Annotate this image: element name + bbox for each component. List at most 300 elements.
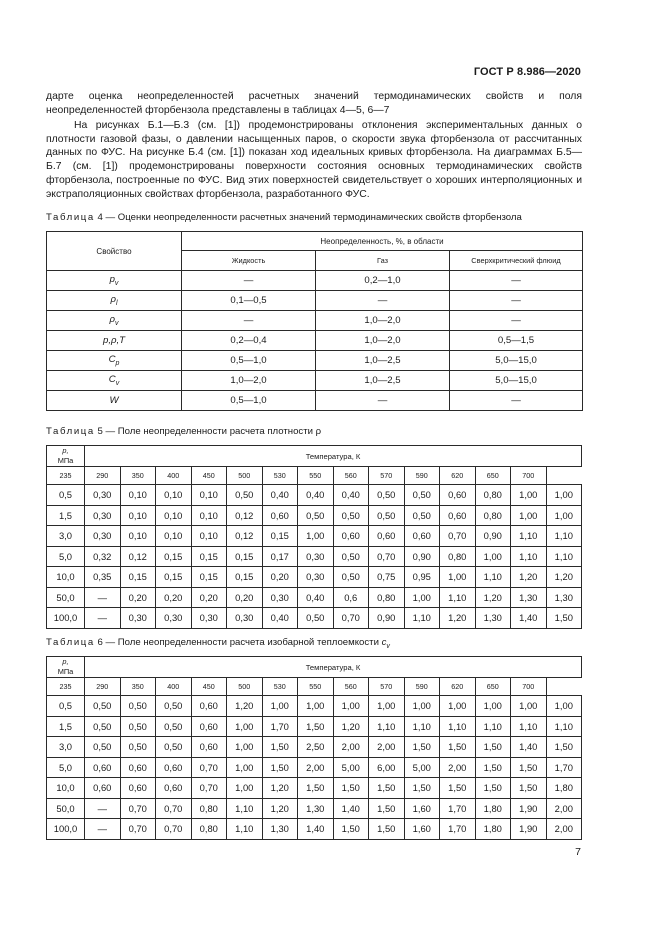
property-symbol: p	[109, 274, 115, 286]
table6-value-cell: 1,80	[475, 798, 511, 819]
table5-value-cell: 1,00	[298, 526, 334, 547]
table5-value-cell: 0,12	[227, 526, 263, 547]
table5-value-cell: 0,30	[85, 485, 121, 506]
table6-value-cell: 1,20	[333, 716, 369, 737]
table6-row	[47, 778, 582, 799]
table6-value-cell: 1,10	[227, 819, 263, 840]
table5-temperature-cell: 550	[298, 467, 334, 485]
table6-value-cell: 2,00	[369, 737, 405, 758]
table6-temperature-row	[47, 678, 582, 696]
table5-row	[47, 587, 582, 608]
table5-temperature-cell: 650	[475, 467, 511, 485]
table5-value-cell: 0,50	[333, 546, 369, 567]
table5-value-cell: 1,10	[440, 587, 476, 608]
table6-value-cell: 1,50	[369, 819, 405, 840]
table4-row	[47, 351, 583, 371]
table6-value-cell: 1,20	[262, 778, 298, 799]
table6-value-cell: 1,00	[227, 737, 263, 758]
table5-value-cell: 0,50	[298, 505, 334, 526]
table5-temperature-cell: 560	[333, 467, 369, 485]
table5-pressure-cell: 3,0	[47, 526, 85, 547]
table5-value-cell: 0,30	[227, 608, 263, 629]
table6-pressure-cell: 5,0	[47, 757, 85, 778]
property-symbol: p,ρ,T	[102, 335, 126, 346]
table6	[46, 656, 582, 840]
property-subscript: p	[115, 359, 120, 367]
table6-value-cell: 1,50	[440, 737, 476, 758]
table5-value-cell: 1,20	[546, 567, 582, 588]
table6-value-cell: 0,50	[85, 696, 121, 717]
table6-value-cell: 0,60	[156, 778, 192, 799]
page-number: 7	[575, 846, 581, 858]
table5-value-cell: 0,20	[120, 587, 156, 608]
table6-value-cell: 2,00	[333, 737, 369, 758]
table6-value-cell: —	[85, 798, 121, 819]
table5-pressure-cell: 10,0	[47, 567, 85, 588]
table6-row	[47, 757, 582, 778]
table4-cell-liquid: 0,5—1,0	[182, 351, 316, 371]
table4-header-liquid: Жидкость	[182, 251, 316, 271]
table5-value-cell: 0,50	[369, 485, 405, 506]
table5-value-cell: 0,40	[262, 485, 298, 506]
table6-value-cell: 0,50	[156, 716, 192, 737]
table5-pressure-unit: МПа	[57, 456, 74, 465]
table5-value-cell: 0,60	[440, 505, 476, 526]
table6-row	[47, 716, 582, 737]
table5-value-cell: 0,10	[191, 526, 227, 547]
table4-cell-super: —	[450, 271, 583, 291]
table6-value-cell: 5,00	[404, 757, 440, 778]
table6-value-cell: 1,80	[546, 778, 582, 799]
table4-row	[47, 391, 583, 411]
table5-value-cell: 0,50	[369, 505, 405, 526]
table6-value-cell: 1,50	[475, 757, 511, 778]
table6-value-cell: 0,60	[191, 696, 227, 717]
table4-row	[47, 371, 583, 391]
table6-value-cell: 1,50	[369, 798, 405, 819]
table5-value-cell: 0,10	[120, 505, 156, 526]
table6-value-cell: 0,70	[120, 819, 156, 840]
table6-temperature-cell: 235	[47, 678, 85, 696]
table6-value-cell: 0,70	[156, 819, 192, 840]
table5-header-temperature: Температура, К	[85, 446, 582, 467]
table5-value-cell: 0,60	[369, 526, 405, 547]
table6-value-cell: 1,30	[298, 798, 334, 819]
property-symbol: C	[108, 374, 116, 386]
table4-property-cell	[47, 331, 182, 351]
table5-value-cell: 0,20	[156, 587, 192, 608]
table5-value-cell: 0,30	[298, 546, 334, 567]
table4-header-property: Свойство	[47, 232, 182, 271]
table6-pressure-cell: 50,0	[47, 798, 85, 819]
table5-value-cell: 0,50	[404, 485, 440, 506]
table6-temperature-cell: 550	[298, 678, 334, 696]
table4-cell-liquid: 0,1—0,5	[182, 291, 316, 311]
table6-value-cell: 2,50	[298, 737, 334, 758]
table6-value-cell: —	[85, 819, 121, 840]
table5-value-cell: 0,10	[191, 505, 227, 526]
table6-caption-text: 6 — Поле неопределенности расчета изобарной теплоемкости	[97, 637, 379, 648]
table6-temperature-cell: 570	[369, 678, 405, 696]
table6-value-cell: 1,50	[511, 778, 547, 799]
table4-header-gas: Газ	[316, 251, 450, 271]
table5-value-cell: 0,50	[333, 567, 369, 588]
table5-value-cell: 0,15	[191, 546, 227, 567]
table6-value-cell: 1,10	[227, 798, 263, 819]
table6-caption-symbol: c	[381, 637, 387, 648]
table5-value-cell: 0,20	[227, 587, 263, 608]
table5-value-cell: 1,40	[511, 608, 547, 629]
table6-value-cell: 2,00	[440, 757, 476, 778]
table6-temperature-cell: 530	[262, 678, 298, 696]
table6-value-cell: 1,00	[227, 757, 263, 778]
table4-cell-super: —	[450, 391, 583, 411]
table6-pressure-symbol: p,	[62, 657, 69, 666]
table6-temperature-cell: 290	[85, 678, 121, 696]
table6-value-cell: 1,00	[404, 696, 440, 717]
table6-value-cell: 1,50	[404, 778, 440, 799]
table5-value-cell: 0,70	[333, 608, 369, 629]
table6-caption-subscript: v	[386, 642, 390, 650]
table6-value-cell: 1,00	[227, 716, 263, 737]
table5-value-cell: 0,30	[85, 505, 121, 526]
table5-value-cell: 0,30	[191, 608, 227, 629]
table5-value-cell: 0,15	[227, 567, 263, 588]
table4-property-cell	[47, 391, 182, 411]
table5-value-cell: 0,20	[262, 567, 298, 588]
table5-value-cell: 1,20	[475, 587, 511, 608]
table5-value-cell: 0,50	[227, 485, 263, 506]
table6-value-cell: 0,60	[191, 737, 227, 758]
table4-property-cell	[47, 291, 182, 311]
table6-value-cell: 1,50	[475, 737, 511, 758]
table6-value-cell: 1,70	[440, 819, 476, 840]
table4-cell-super: —	[450, 291, 583, 311]
table6-value-cell: 1,50	[475, 778, 511, 799]
table6-pressure-cell: 3,0	[47, 737, 85, 758]
table6-temperature-cell: 650	[475, 678, 511, 696]
table6-temperature-cell: 590	[404, 678, 440, 696]
table6-value-cell: 0,80	[191, 798, 227, 819]
table6-value-cell: 1,50	[511, 757, 547, 778]
table6-row	[47, 798, 582, 819]
table4	[46, 231, 583, 411]
table5-value-cell: 0,32	[85, 546, 121, 567]
table5-row	[47, 526, 582, 547]
table5-value-cell: 1,10	[404, 608, 440, 629]
table6-value-cell: 1,00	[262, 696, 298, 717]
table5-value-cell: 1,00	[511, 485, 547, 506]
table6-pressure-cell: 10,0	[47, 778, 85, 799]
table6-value-cell: 1,70	[546, 757, 582, 778]
table5-temperature-cell: 450	[191, 467, 227, 485]
table6-value-cell: 0,60	[85, 757, 121, 778]
table5-value-cell: 0,60	[440, 485, 476, 506]
table5-value-cell: 1,50	[546, 608, 582, 629]
table6-header-temperature: Температура, К	[85, 657, 582, 678]
table6-value-cell: 1,00	[369, 696, 405, 717]
table6-value-cell: 0,70	[191, 778, 227, 799]
property-subscript: v	[115, 379, 120, 387]
table5-value-cell: 0,10	[156, 485, 192, 506]
table4-cell-gas: 0,2—1,0	[316, 271, 450, 291]
table6-temperature-cell: 560	[333, 678, 369, 696]
table6-value-cell: 0,50	[85, 737, 121, 758]
table6-value-cell: 1,00	[511, 696, 547, 717]
table5-value-cell: 0,30	[262, 587, 298, 608]
property-subscript: v	[114, 279, 119, 287]
table6-value-cell: 0,50	[120, 696, 156, 717]
table5-pressure-cell: 0,5	[47, 485, 85, 506]
table5-value-cell: 0,95	[404, 567, 440, 588]
table6-value-cell: 1,00	[440, 696, 476, 717]
table6-value-cell: 2,00	[298, 757, 334, 778]
table6-value-cell: 1,00	[298, 696, 334, 717]
table4-header-uncertainty: Неопределенность, %, в области	[182, 232, 583, 251]
table6-value-cell: 0,80	[191, 819, 227, 840]
table6-value-cell: 2,00	[546, 819, 582, 840]
table5-value-cell: 0,70	[440, 526, 476, 547]
table5-row	[47, 546, 582, 567]
table5-value-cell: 0,20	[191, 587, 227, 608]
table6-row	[47, 696, 582, 717]
table4-cell-gas: 1,0—2,5	[316, 371, 450, 391]
property-symbol: C	[108, 354, 116, 366]
table5-value-cell: 0,15	[262, 526, 298, 547]
table6-value-cell: 1,90	[511, 819, 547, 840]
document-standard-number: ГОСТ Р 8.986—2020	[473, 66, 581, 78]
table4-caption	[46, 212, 522, 223]
table4-row	[47, 271, 583, 291]
table5-temperature-cell: 350	[120, 467, 156, 485]
table4-cell-liquid: 0,2—0,4	[182, 331, 316, 351]
table5-value-cell: 0,15	[120, 567, 156, 588]
table5-pressure-symbol: p,	[62, 446, 69, 455]
table5-row	[47, 608, 582, 629]
table5-value-cell: 0,10	[156, 526, 192, 547]
table6-value-cell: 0,50	[120, 737, 156, 758]
table6-value-cell: 1,60	[404, 819, 440, 840]
table4-cell-gas: —	[316, 291, 450, 311]
table5-temperature-cell: 620	[440, 467, 476, 485]
table6-value-cell: 1,50	[404, 737, 440, 758]
table6-temperature-cell: 500	[227, 678, 263, 696]
table6-temperature-cell: 620	[440, 678, 476, 696]
table5-value-cell: 1,00	[404, 587, 440, 608]
table6-value-cell: 0,60	[191, 716, 227, 737]
table5-value-cell: 1,20	[511, 567, 547, 588]
table6-pressure-unit: МПа	[57, 667, 74, 676]
table6-value-cell: 1,40	[333, 798, 369, 819]
table6-caption-label: Таблица	[46, 637, 95, 648]
table6-pressure-cell: 100,0	[47, 819, 85, 840]
table6-temperature-cell: 400	[156, 678, 192, 696]
table4-row	[47, 311, 583, 331]
table5-value-cell: 1,20	[440, 608, 476, 629]
table5-value-cell: 0,40	[298, 485, 334, 506]
table5-value-cell: 0,60	[262, 505, 298, 526]
table6-value-cell: 1,00	[546, 696, 582, 717]
table5-caption-label: Таблица	[46, 426, 95, 437]
table6-row	[47, 819, 582, 840]
table5-value-cell: 0,40	[262, 608, 298, 629]
table5-value-cell: 1,00	[546, 485, 582, 506]
table5-caption-text: 5 — Поле неопределенности расчета плотности	[97, 426, 313, 437]
table4-header-supercritical: Сверхкритический флюид	[450, 251, 583, 271]
table5-value-cell: 1,30	[475, 608, 511, 629]
property-subscript: l	[115, 299, 118, 307]
table4-property-cell	[47, 351, 182, 371]
property-symbol: W	[109, 395, 119, 406]
table5-temperature-row	[47, 467, 582, 485]
table5-row	[47, 505, 582, 526]
table6-value-cell: 1,00	[475, 696, 511, 717]
table6-header-pressure	[47, 657, 85, 678]
property-subscript: v	[115, 319, 119, 327]
table5-value-cell: 0,60	[404, 526, 440, 547]
table5-value-cell: 1,30	[511, 587, 547, 608]
table5-value-cell: 1,00	[546, 505, 582, 526]
table4-cell-super: 5,0—15,0	[450, 371, 583, 391]
table6-pressure-cell: 1,5	[47, 716, 85, 737]
table4-cell-gas: 1,0—2,0	[316, 331, 450, 351]
table6-row	[47, 737, 582, 758]
table4-property-cell	[47, 371, 182, 391]
table4-row	[47, 291, 583, 311]
table5-value-cell: 0,70	[369, 546, 405, 567]
table6-caption	[46, 637, 390, 650]
table4-cell-gas: 1,0—2,0	[316, 311, 450, 331]
table5-value-cell: 0,10	[156, 505, 192, 526]
table5-temperature-cell: 570	[369, 467, 405, 485]
table6-value-cell: 1,10	[369, 716, 405, 737]
table6-value-cell: 1,40	[298, 819, 334, 840]
table5-temperature-cell: 700	[511, 467, 547, 485]
table6-temperature-cell: 450	[191, 678, 227, 696]
table6-value-cell: 1,10	[511, 716, 547, 737]
table6-value-cell: 1,50	[546, 737, 582, 758]
table5-value-cell: 0,15	[156, 567, 192, 588]
table6-value-cell: 1,50	[369, 778, 405, 799]
table5-value-cell: 0,17	[262, 546, 298, 567]
table5-temperature-cell: 500	[227, 467, 263, 485]
table5-value-cell: 0,30	[120, 608, 156, 629]
table5-value-cell: 0,30	[156, 608, 192, 629]
table6-value-cell: 0,60	[120, 778, 156, 799]
table6-value-cell: 1,20	[262, 798, 298, 819]
table5-value-cell: 0,75	[369, 567, 405, 588]
table5-value-cell: 0,30	[298, 567, 334, 588]
table6-value-cell: 1,10	[404, 716, 440, 737]
table5	[46, 445, 582, 629]
table6-value-cell: 1,50	[262, 737, 298, 758]
table5-value-cell: 0,90	[404, 546, 440, 567]
table6-value-cell: 1,50	[262, 757, 298, 778]
table6-temperature-cell: 700	[511, 678, 547, 696]
table6-value-cell: 0,50	[156, 696, 192, 717]
table6-value-cell: 0,60	[120, 757, 156, 778]
table4-cell-gas: 1,0—2,5	[316, 351, 450, 371]
table5-value-cell: 0,10	[191, 485, 227, 506]
table4-property-cell	[47, 271, 182, 291]
table5-row	[47, 567, 582, 588]
table5-value-cell: 1,00	[511, 505, 547, 526]
table6-value-cell: 1,70	[262, 716, 298, 737]
table6-value-cell: 1,50	[298, 716, 334, 737]
table5-value-cell: 0,15	[227, 546, 263, 567]
table5-value-cell: 1,10	[546, 526, 582, 547]
table5-temperature-cell: 400	[156, 467, 192, 485]
table5-value-cell: 0,50	[298, 608, 334, 629]
table5-pressure-cell: 1,5	[47, 505, 85, 526]
table5-value-cell: 1,30	[546, 587, 582, 608]
property-symbol: ρ	[110, 294, 116, 306]
property-symbol: ρ	[109, 314, 115, 326]
table4-cell-super: —	[450, 311, 583, 331]
table4-caption-label: Таблица	[46, 212, 95, 223]
table6-value-cell: 0,50	[156, 737, 192, 758]
table6-pressure-cell: 0,5	[47, 696, 85, 717]
table5-value-cell: 0,40	[298, 587, 334, 608]
table6-value-cell: 2,00	[546, 798, 582, 819]
table6-value-cell: 1,50	[333, 819, 369, 840]
table5-pressure-cell: 50,0	[47, 587, 85, 608]
table5-caption-symbol: ρ	[315, 426, 322, 437]
table4-property-cell	[47, 311, 182, 331]
table5-value-cell: 0,50	[404, 505, 440, 526]
table5-caption	[46, 426, 321, 437]
table6-value-cell: 0,70	[191, 757, 227, 778]
table5-pressure-cell: 5,0	[47, 546, 85, 567]
table5-value-cell: 0,90	[369, 608, 405, 629]
table4-caption-text: 4 — Оценки неопределенности расчетных значений термодинамических свойств фторбензола	[97, 212, 522, 223]
table5-value-cell: —	[85, 608, 121, 629]
table6-value-cell: 0,50	[120, 716, 156, 737]
table5-value-cell: 0,80	[369, 587, 405, 608]
table6-value-cell: 1,50	[440, 778, 476, 799]
table6-value-cell: 1,00	[227, 778, 263, 799]
table6-value-cell: 1,50	[298, 778, 334, 799]
table5-value-cell: 0,6	[333, 587, 369, 608]
table4-cell-liquid: —	[182, 311, 316, 331]
table6-value-cell: 0,50	[85, 716, 121, 737]
table5-value-cell: 0,80	[475, 505, 511, 526]
table5-value-cell: 1,00	[475, 546, 511, 567]
table5-temperature-cell: 290	[85, 467, 121, 485]
table6-value-cell: 1,20	[227, 696, 263, 717]
table5-value-cell: 0,90	[475, 526, 511, 547]
table4-cell-liquid: 1,0—2,0	[182, 371, 316, 391]
table6-value-cell: 1,00	[333, 696, 369, 717]
table6-value-cell: 1,10	[475, 716, 511, 737]
table5-value-cell: 1,00	[440, 567, 476, 588]
table6-value-cell: 1,60	[404, 798, 440, 819]
table5-temperature-cell: 530	[262, 467, 298, 485]
table5-value-cell: 0,80	[440, 546, 476, 567]
table6-value-cell: 1,10	[546, 716, 582, 737]
paragraph-figures: На рисунках Б.1—Б.3 (см. [1]) продемонстрированы отклонения экспериментальных данных о плотности газовой фазы, о давлении насыщенных паров, о скорости звука фторбензола от рассчитанных данных по ФУС. На рисунке Б.4 (см. [1]) показан ход идеальных кривых фторбензола. На диаграммах Б.5—Б.7 (см. [1]) продемонстрированы поверхности состояния основных термодинамических свойств фторбензола, построенные по ФУС. Вид этих поверхностей свидетельствует о хороших интерполяционных и экстраполяционных свойствах фторбензола, разработанного ФУС.	[46, 120, 582, 200]
table5-value-cell: 0,80	[475, 485, 511, 506]
table4-cell-liquid: 0,5—1,0	[182, 391, 316, 411]
table5-temperature-cell: 235	[47, 467, 85, 485]
table6-value-cell: 0,60	[156, 757, 192, 778]
table5-value-cell: 0,15	[191, 567, 227, 588]
table6-temperature-cell: 350	[120, 678, 156, 696]
table6-value-cell: 1,80	[475, 819, 511, 840]
table5-value-cell: 0,50	[333, 505, 369, 526]
table6-value-cell: 0,70	[156, 798, 192, 819]
table6-value-cell: 1,40	[511, 737, 547, 758]
